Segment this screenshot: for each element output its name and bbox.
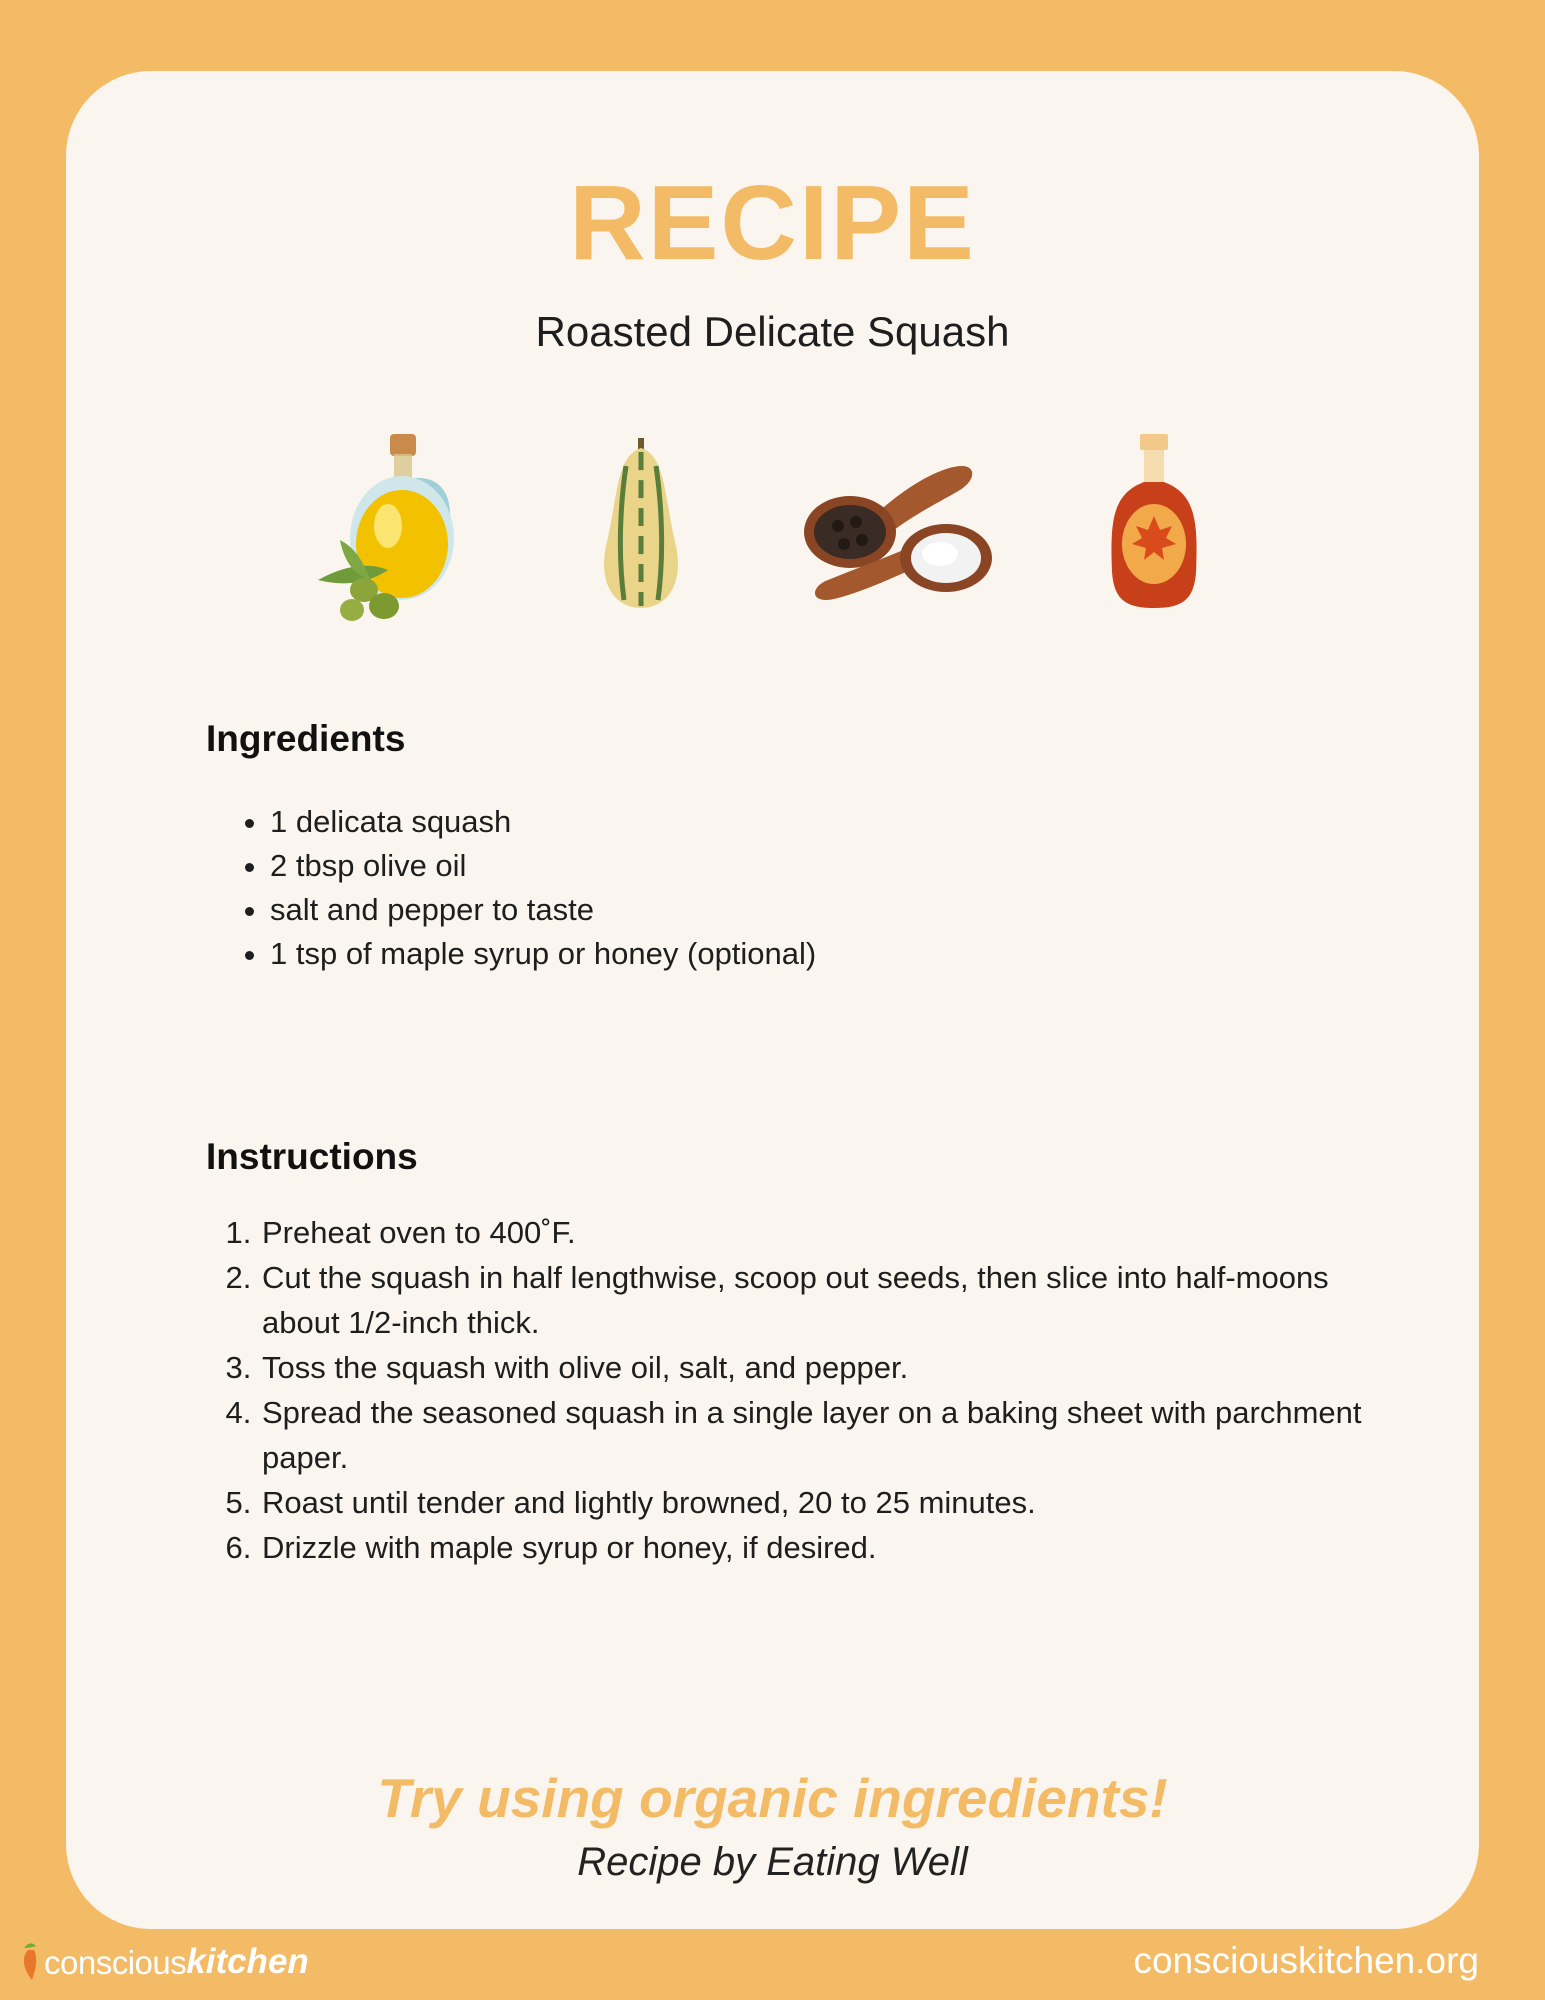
olive-oil-bottle-icon	[310, 430, 460, 625]
organic-tip: Try using organic ingredients!	[377, 1767, 1168, 1829]
conscious-kitchen-logo	[20, 1938, 309, 1982]
maple-syrup-bottle-icon	[1108, 432, 1200, 612]
ingredients-list	[206, 800, 816, 976]
list-item: • salt and pepper to taste	[270, 888, 816, 932]
recipe-credit: Recipe by Eating Well	[577, 1840, 968, 1884]
list-item: 3. Toss the squash with olive oil, salt, and pepper.	[260, 1345, 1380, 1390]
instructions-list	[206, 1210, 1380, 1570]
ingredients-heading: Ingredients	[206, 718, 406, 759]
salt-and-pepper-spoons-icon	[800, 460, 995, 608]
list-item: 1. Preheat oven to 400˚F.	[260, 1210, 1380, 1255]
list-item: • 2 tbsp olive oil	[270, 844, 816, 888]
instructions-heading: Instructions	[206, 1136, 418, 1177]
list-item: 4. Spread the seasoned squash in a single layer on a baking sheet with parchment paper.	[260, 1390, 1380, 1480]
website-link[interactable]: consciouskitchen.org	[1133, 1940, 1479, 1981]
list-item: 6. Drizzle with maple syrup or honey, if desired.	[260, 1525, 1380, 1570]
page-title: RECIPE	[569, 164, 976, 282]
list-item: 2. Cut the squash in half lengthwise, scoop out seeds, then slice into half-moons about 1/2-inch thick.	[260, 1255, 1380, 1345]
logo-text-light: conscious	[44, 1944, 187, 1981]
list-item: • 1 tsp of maple syrup or honey (optional)	[270, 932, 816, 976]
list-item: 5. Roast until tender and lightly browned, 20 to 25 minutes.	[260, 1480, 1380, 1525]
logo-text-bold: kitchen	[186, 1942, 309, 1981]
carrot-icon	[20, 1938, 42, 1982]
recipe-name: Roasted Delicate Squash	[535, 308, 1010, 355]
list-item: • 1 delicata squash	[270, 800, 816, 844]
delicata-squash-icon	[598, 436, 684, 612]
